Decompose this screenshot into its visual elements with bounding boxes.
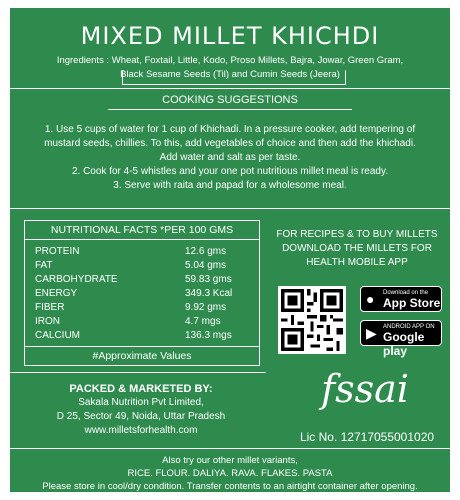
nutrient-label: CARBOHYDRATE xyxy=(35,274,118,285)
nutrition-row xyxy=(35,273,253,287)
nutrient-label: ENERGY xyxy=(35,288,78,299)
footer-line-2: RICE. FLOUR. DALIYA. RAVA. FLAKES. PASTA xyxy=(127,468,333,479)
footer-line-3: Please store in cool/dry condition. Transfer contents to an airtight container after opening. xyxy=(42,481,418,492)
company-name: Sakala Nutrition Pvt Limited, xyxy=(78,397,204,408)
nutrition-row xyxy=(35,329,253,343)
google-play-label: Google play xyxy=(383,330,425,358)
cooking-step-line: 2. Cook for 4-5 whistles and your one pot nutritious millet meal is ready. xyxy=(71,166,389,177)
app-store-label: App Store xyxy=(383,296,441,310)
divider-4 xyxy=(10,448,450,449)
cooking-title: COOKING SUGGESTIONS xyxy=(162,94,298,106)
cooking-step-line: 3. Serve with raita and papad for a wholesome meal. xyxy=(113,180,347,191)
play-icon: ▶ xyxy=(366,325,377,341)
nutrition-table xyxy=(24,220,260,366)
nutrition-row xyxy=(35,301,253,315)
recipes-line: HEALTH MOBILE APP xyxy=(306,257,408,268)
app-store-button[interactable] xyxy=(360,286,442,312)
recipes-text xyxy=(270,228,444,270)
ingredients-line-2: Black Sesame Seeds (Til) and Cumin Seeds (Jeera) xyxy=(120,69,340,80)
nutrient-label: IRON xyxy=(35,316,60,327)
packed-by xyxy=(36,382,246,438)
cooking-title-rule xyxy=(108,109,352,110)
nutrient-value: 59.83 gms xyxy=(185,274,232,285)
product-title: MIXED MILLET KHICHDI xyxy=(80,22,380,50)
nutrition-row xyxy=(35,315,253,329)
nutrition-row xyxy=(35,259,253,273)
nutrient-value: 4.7 mgs xyxy=(185,316,221,327)
ingredients-line-1: Ingredients : Wheat, Foxtail, Little, Kodo, Proso Millets, Bajra, Jowar, Green Gram, xyxy=(56,55,404,66)
apple-icon: ● xyxy=(366,291,375,307)
divider-2 xyxy=(10,208,450,209)
nutrient-value: 349.3 Kcal xyxy=(185,288,233,299)
nutrient-label: PROTEIN xyxy=(35,246,80,257)
company-address: D 25, Sector 49, Noida, Uttar Pradesh xyxy=(56,411,226,422)
divider-3 xyxy=(10,372,266,373)
app-store-small-text: Download on the xyxy=(383,290,429,296)
cooking-steps xyxy=(24,123,436,193)
divider-1 xyxy=(10,88,450,89)
footer-line-1: Also try our other millet variants, xyxy=(162,455,298,466)
recipes-line: FOR RECIPES & TO BUY MILLETS xyxy=(276,229,438,240)
qr-code-icon[interactable] xyxy=(278,286,346,354)
packed-heading: PACKED & MARKETED BY: xyxy=(69,383,213,395)
fssai-license: Lic No. 12717055001020 xyxy=(299,430,435,444)
nutrient-value: 12.6 gms xyxy=(185,246,227,257)
nutrition-footnote: #Approximate Values xyxy=(25,346,259,365)
recipes-line: DOWNLOAD THE MILLETS FOR xyxy=(282,243,432,254)
ingredients-underline-box xyxy=(122,70,346,85)
nutrient-value: 9.92 gms xyxy=(185,302,227,313)
google-play-small-text: ANDROID APP ON xyxy=(383,324,435,330)
nutrient-value: 136.3 mgs xyxy=(185,330,232,341)
footer xyxy=(10,454,450,493)
nutrition-header: NUTRITIONAL FACTS *PER 100 GMS xyxy=(25,221,259,240)
nutrient-label: FIBER xyxy=(35,302,65,313)
nutrient-value: 5.04 gms xyxy=(185,260,227,271)
cooking-step-line: mustard seeds, chillies. To this, add vegetables of choice and then add the khichadi. xyxy=(44,138,416,149)
label-panel xyxy=(8,6,452,494)
company-website[interactable]: www.milletsforhealth.com xyxy=(84,425,198,436)
cooking-step-line: Add water and salt as per taste. xyxy=(159,152,301,163)
nutrition-row xyxy=(35,287,253,301)
fssai-logo: fssai xyxy=(321,367,409,411)
nutrient-label: FAT xyxy=(35,260,53,271)
nutrition-row xyxy=(35,245,253,259)
nutrient-label: CALCIUM xyxy=(35,330,81,341)
google-play-button[interactable] xyxy=(360,320,442,358)
cooking-step-line: 1. Use 5 cups of water for 1 cup of Khichadi. In a pressure cooker, add tempering of xyxy=(44,124,416,135)
